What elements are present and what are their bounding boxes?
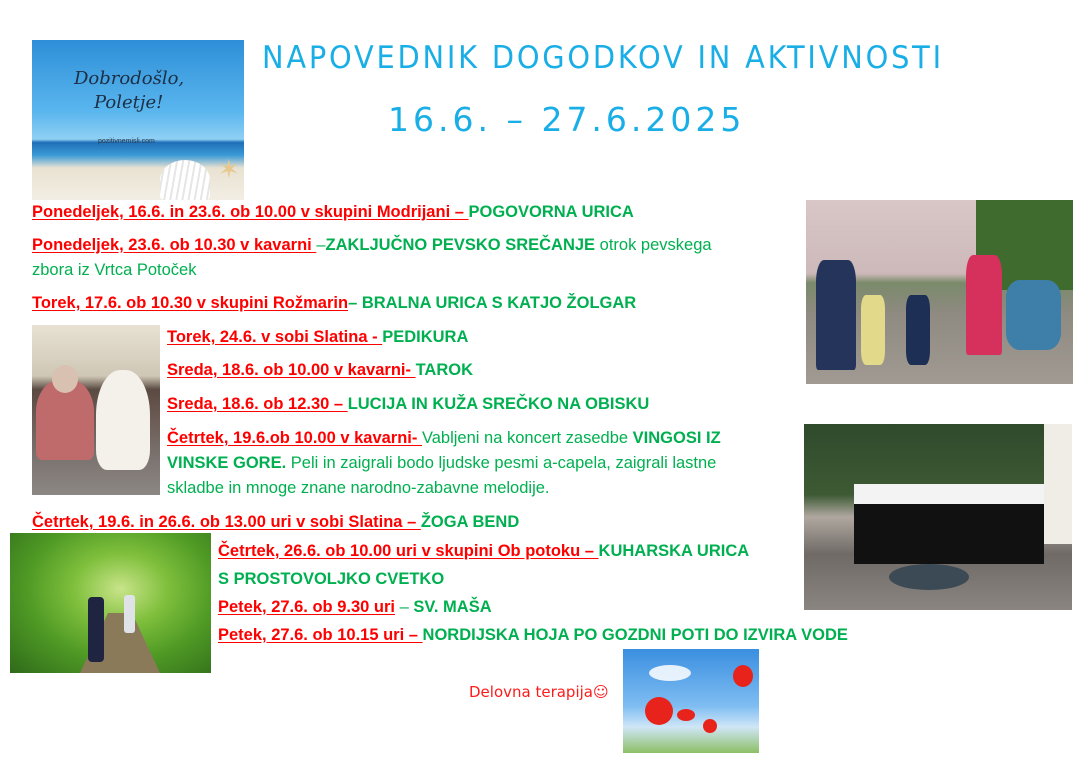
event-9-what: KUHARSKA URICA bbox=[598, 542, 750, 560]
event-4-when: Torek, 24.6. v sobi Slatina - bbox=[167, 328, 383, 346]
event-11 bbox=[218, 624, 848, 646]
event-11-when: Petek, 27.6. ob 10.15 uri – bbox=[218, 626, 423, 644]
event-1-what: POGOVORNA URICA bbox=[468, 203, 634, 221]
event-2: Ponedeljek, 23.6. ob 10.30 v kavarni –ZAKLJUČNO PEVSKO SREČANJE otrok pevskega bbox=[32, 236, 712, 254]
event-3-what: BRALNA URICA S KATJO ŽOLGAR bbox=[361, 294, 637, 312]
welcome-line-1: Dobrodošlo, bbox=[74, 68, 185, 89]
event-9-line2: S PROSTOVOLJKO CVETKO bbox=[218, 570, 445, 588]
event-2-what: ZAKLJUČNO PEVSKO SREČANJE bbox=[325, 236, 596, 254]
dog-visit-photo bbox=[32, 325, 160, 495]
event-8-what: ŽOGA BEND bbox=[420, 513, 520, 531]
page-title: NAPOVEDNIK DOGODKOV IN AKTIVNOSTI bbox=[262, 40, 944, 76]
event-6-when: Sreda, 18.6. ob 12.30 – bbox=[167, 395, 348, 413]
event-9 bbox=[218, 540, 749, 562]
event-1-when: Ponedeljek, 16.6. in 23.6. ob 10.00 v skupini Modrijani – bbox=[32, 203, 469, 221]
welcome-line-2: Poletje! bbox=[94, 92, 164, 113]
event-3-when: Torek, 17.6. ob 10.30 v skupini Rožmarin bbox=[32, 294, 349, 312]
event-8-when: Četrtek, 19.6. in 26.6. ob 13.00 uri v sobi Slatina – bbox=[32, 513, 421, 531]
starfish-icon: ✶ bbox=[218, 154, 240, 184]
event-6-what: LUCIJA IN KUŽA SREČKO NA OBISKU bbox=[347, 395, 650, 413]
singing-children-photo bbox=[806, 200, 1073, 384]
event-4-what: PEDIKURA bbox=[382, 328, 469, 346]
event-5-what: TAROK bbox=[415, 361, 473, 379]
event-5 bbox=[167, 359, 473, 381]
event-2-extra-line2: zbora iz Vrtca Potoček bbox=[32, 261, 197, 279]
event-10-when: Petek, 27.6. ob 9.30 uri bbox=[218, 598, 396, 616]
welcome-credit: pozitivnemisli.com bbox=[98, 138, 155, 145]
event-7-line3: skladbe in mnoge znane narodno-zabavne melodije. bbox=[167, 479, 550, 497]
event-11-what: NORDIJSKA HOJA PO GOZDNI POTI DO IZVIRA VODE bbox=[422, 626, 848, 644]
event-7-line2: VINSKE GORE. Peli in zaigrali bodo ljudske pesmi a-capela, zaigrali lastne bbox=[167, 454, 717, 472]
seashell-icon bbox=[160, 160, 210, 200]
event-5-when: Sreda, 18.6. ob 10.00 v kavarni- bbox=[167, 361, 416, 379]
event-7-intro: Vabljeni na koncert zasedbe bbox=[421, 429, 633, 447]
event-4 bbox=[167, 326, 468, 348]
occupational-therapy-label: Delovna terapija☺ bbox=[469, 683, 609, 701]
event-1 bbox=[32, 201, 634, 223]
event-8 bbox=[32, 511, 519, 533]
event-9-when: Četrtek, 26.6. ob 10.00 uri v skupini Ob potoku – bbox=[218, 542, 599, 560]
event-7-what: VINGOSI IZ bbox=[632, 429, 721, 447]
event-3: Torek, 17.6. ob 10.30 v skupini Rožmarin– BRALNA URICA S KATJO ŽOLGAR bbox=[32, 294, 637, 312]
event-2-when: Ponedeljek, 23.6. ob 10.30 v kavarni bbox=[32, 236, 317, 254]
event-7 bbox=[167, 427, 721, 449]
concert-vingosi-photo bbox=[804, 424, 1072, 610]
event-10: Petek, 27.6. ob 9.30 uri – SV. MAŠA bbox=[218, 598, 492, 616]
event-2-extra: otrok pevskega bbox=[595, 236, 712, 254]
event-7-when: Četrtek, 19.6.ob 10.00 v kavarni- bbox=[167, 429, 422, 447]
event-6 bbox=[167, 393, 649, 415]
poppies-photo bbox=[623, 649, 759, 753]
date-range: 16.6. – 27.6.2025 bbox=[388, 100, 746, 139]
nordic-walking-photo bbox=[10, 533, 211, 673]
event-10-what: SV. MAŠA bbox=[413, 598, 492, 616]
welcome-summer-image bbox=[32, 40, 244, 200]
